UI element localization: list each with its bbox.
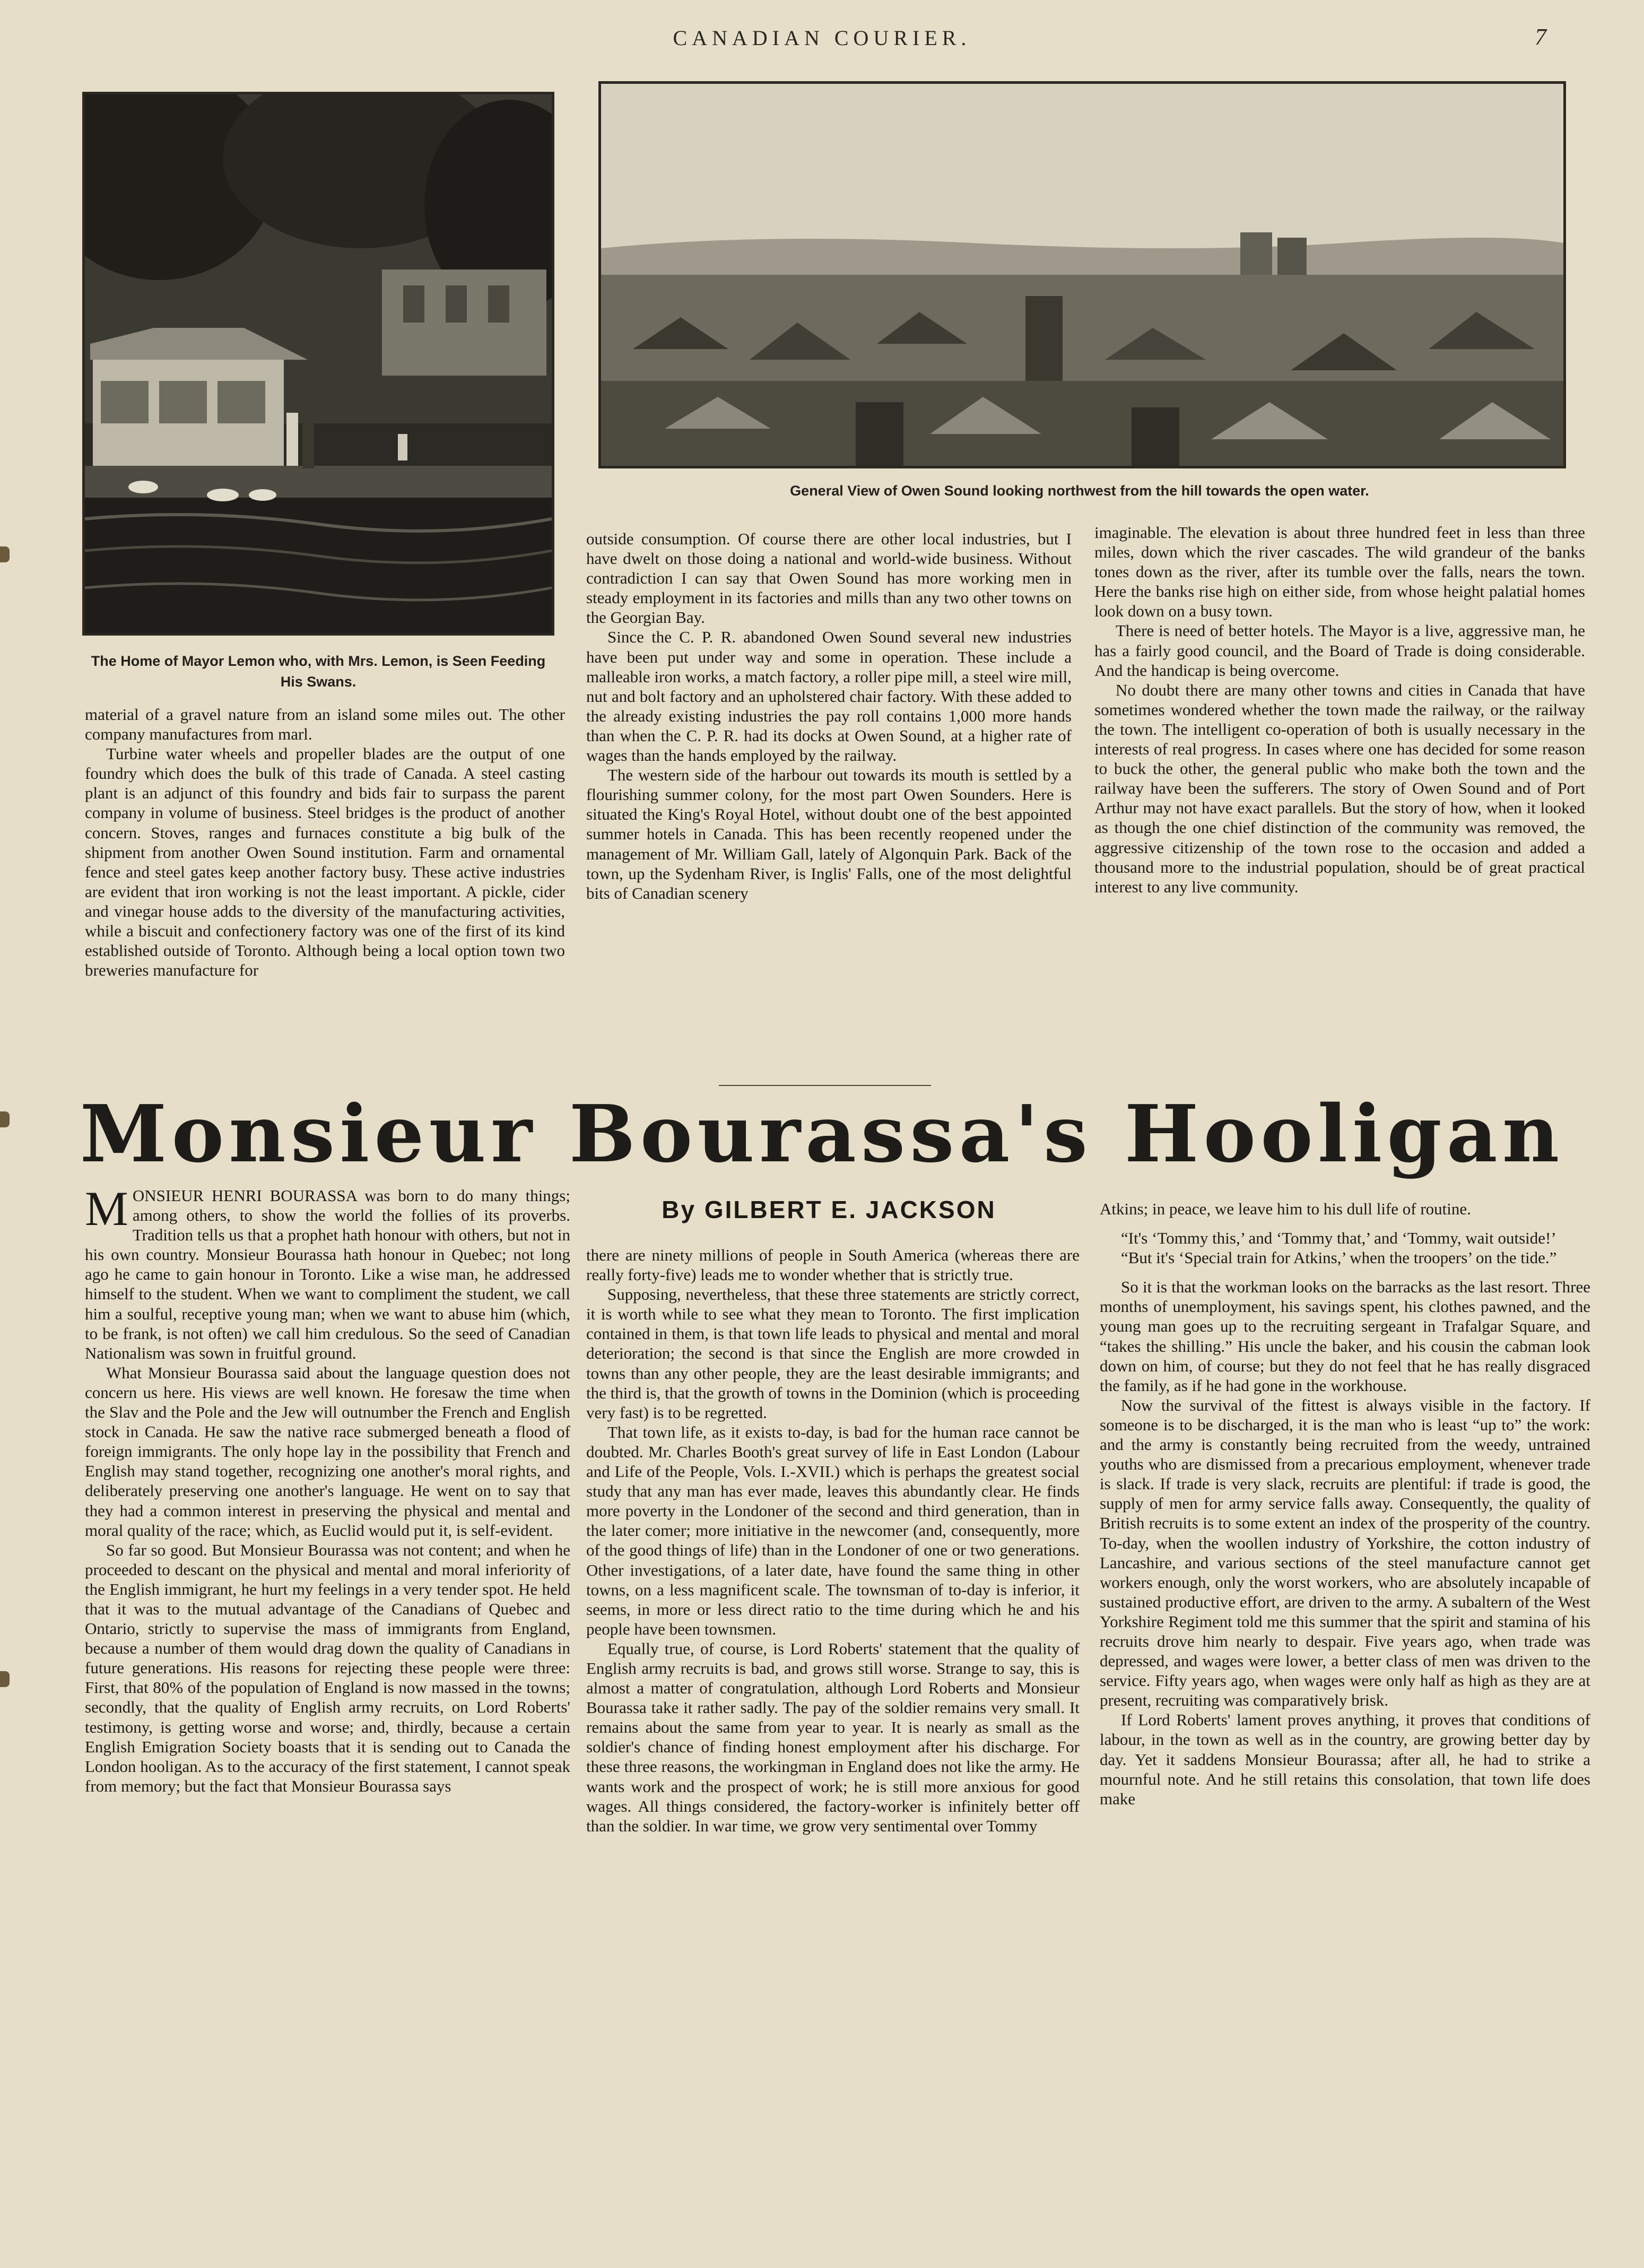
article-title: Monsieur Bourassa's Hooligan [80, 1088, 1564, 1180]
owen-sound-view-photo [598, 81, 1566, 468]
paragraph: Atkins; in peace, we leave him to his dull life of routine. [1100, 1200, 1471, 1218]
paragraph: So it is that the workman looks on the barracks as the last resort. Three months of unemployment, his savings spent, his clothes pawned, and the young man goes up to the recruiting sergeant in Trafalgar Square, and “takes the shilling.” His uncle the baker, and his cousin the cabman look down on him, of course; but they do not feel that he has really disgraced the family, as if he had gone in the workhouse. [1100, 1278, 1590, 1395]
owen-sound-column-2 [586, 529, 1072, 903]
paragraph: material of a gravel nature from an island some miles out. The other company manufactures from marl. [85, 705, 565, 744]
paragraph: No doubt there are many other towns and cities in Canada that have sometimes wondered whether the town made the railway, or the railway the town. The intelligent co-operation of both is usually necessary in the interests of real progress. In cases where one has decided for some reason to buck the other, the general public who make both the town and the railway have been the sufferers. The story of Owen Sound and of Port Arthur may not have exact parallels. But the story of how, when it looked as though the one chief distinction of the community was removed, the aggressive citizenship of the town rose to the occasion and added a thousand more to the industrial population, should be of great practical interest to any live community. [1094, 680, 1585, 896]
drop-cap: M [85, 1181, 128, 1236]
owen-sound-column-1 [85, 705, 565, 980]
paragraph: There is need of better hotels. The Mayor is a live, aggressive man, he has a fairly good council, and the Board of Trade is doing considerable. And the handicap is being overcome. [1094, 621, 1585, 680]
lead-paragraph: ONSIEUR HENRI BOURASSA was born to do many things; among others, to show the world the follies of its proverbs. Tradition tells us that a prophet hath honour with others, but not in his own country. Monsieur Bourassa hath honour in Quebec; not long ago he came to gain honour in Toronto. Like a wise man, he addressed himself to the student. When we want to compliment the student, we call him a soulful, receptive young man; when we want to abuse him (which, to be frank, is not often) we call him credulous. So the seed of Canadian Nationalism was sown in fruitful ground. [85, 1186, 570, 1362]
verse-line: “It's ‘Tommy this,’ and ‘Tommy that,’ and ‘Tommy, wait outside!’ [1121, 1229, 1556, 1248]
binding-mark [0, 1671, 10, 1687]
paragraph: That town life, as it exists to-day, is bad for the human race cannot be doubted. Mr. Charles Booth's great survey of life in East London (Labour and Life of the People, Vols. I.-XVII.) which is perhaps the greatest social study that any man has ever made, leaves this abundantly clear. He finds more poverty in the Londoner of the second and third generation, than in the later comer; more initiative in the newcomer (and, consequently, more of the good things of life) than in the Londoner of one or two generations. Other investigations, of a later date, have found the same thing in other towns, on a less magnificent scale. The townsman of to-day is inferior, it seems, in more or less direct ratio to the time during which he and his people have been townsmen. [586, 1422, 1080, 1638]
paragraph: What Monsieur Bourassa said about the language question does not concern us here. His views are well known. He foresaw the time when the Slav and the Pole and the Jew will outnumber the French and English stock in Canada. He saw the native race submerged beneath a flood of foreign immigrants. The only hope lay in the possibility that French and English may stand together, recognizing one another's moral rights, and deliberately preserving one another's language. He went on to say that they had a common interest in preserving the physical and mental and moral quality of the race; which, as Euclid would put it, is self-evident. [85, 1363, 570, 1540]
byline: By GILBERT E. JACKSON [662, 1196, 996, 1223]
verse-line: “But it's ‘Special train for Atkins,’ when the troopers’ on the tide.” [1121, 1248, 1557, 1267]
paragraph: So far so good. But Monsieur Bourassa was not content; and when he proceeded to descant on the physical and mental and moral inferiority of the English immigrant, he hurt my feelings in a very tender spot. He held that it was to the mutual advantage of the Canadians of Quebec and Ontario, strictly to supervise the mass of immigrants from England, because a number of them would drag down the quality of Canadians in future generations. His reasons for rejecting these people were three: First, that 80% of the population of England is now massed in the towns; secondly, that the quality of English army recruits, on Lord Roberts' testimony, is getting worse and worse; and, thirdly, because a certain English Emigration Society boasts that it is sending out to Canada the London hooligan. As to the accuracy of the first statement, I cannot speak from memory; but the fact that Monsieur Bourassa says [85, 1540, 570, 1795]
paragraph: If Lord Roberts' lament proves anything, it proves that conditions of labour, in the town as well as in the country, are growing better day by day. Yet it saddens Monsieur Bourassa; after all, he had to strike a mournful note. And he still retains this consolation, that town life does make [1100, 1710, 1590, 1808]
right-photo-caption: General View of Owen Sound looking northwest from the hill towards the open water. [790, 483, 1369, 499]
running-head: CANADIAN COURIER. [673, 26, 971, 50]
paragraph: Since the C. P. R. abandoned Owen Sound several new industries have been put under way and some in operation. These include a malleable iron works, a match factory, a roller pipe mill, a steel wire mill, nut and bolt factory and an upholstered chair factory. With these added to the already existing industries the pay roll contains 1,000 more hands than when the C. P. R. had its docks at Owen Sound, at a higher rate of wages than the hands employed by the railway. [586, 628, 1072, 765]
article-column-1 [85, 1181, 570, 1796]
mayor-home-photo [82, 92, 554, 636]
article-column-2 [586, 1245, 1080, 1836]
binding-mark [0, 546, 10, 562]
paragraph: Now the survival of the fittest is always visible in the factory. If someone is to be discharged, it is the man who is least “up to” the work: and the army is constantly being recruited from the weedy, untrained youths who are dismissed from a precarious employment, whenever trade is slack. If trade is very slack, recruits are plentiful: if trade is good, the supply of men for army service falls away. Consequently, the quality of British recruits is to some extent an index of the prosperity of the country. To-day, when the woollen industry of Yorkshire, the cotton industry of Lancashire, and various sections of the steel manufacture cannot get workers enough, only the worst workers, who are absolutely incapable of sustained productive effort, are driven to the army. A subaltern of the West Yorkshire Regiment told me this summer that the spirit and stamina of his recruits drove him nearly to despair. Five years ago, when trade was depressed, and wages were lower, a better class of men was driven to the service. Fifty years ago, when wages were only half as high as they are at present, recruiting was comparatively brisk. [1100, 1395, 1590, 1710]
paragraph: Turbine water wheels and propeller blades are the output of one foundry which does the bulk of this trade of Canada. A steel casting plant is an adjunct of this foundry and bids fair to surpass the parent company in volume of business. Steel bridges is the product of another concern. Stoves, ranges and furnaces constitute a big bulk of the shipment from another Owen Sound institution. Farm and ornamental fence and steel gates keep another factory busy. These active industries are evident that iron working is not the least important. A pickle, cider and vinegar house adds to the diversity of the manufacturing activities, while a biscuit and confectionery factory was one of the first of its kind established outside of Toronto. Although being a local option town two breweries manufacture for [85, 744, 565, 980]
owen-sound-column-3 [1094, 523, 1585, 897]
left-photo-caption: The Home of Mayor Lemon who, with Mrs. Lemon, is Seen Feeding His Swans. [91, 653, 546, 690]
page-number: 7 [1535, 24, 1546, 50]
section-divider [719, 1085, 931, 1086]
article-column-3 [1100, 1199, 1590, 1809]
paragraph: imaginable. The elevation is about three hundred feet in less than three miles, down which the river cascades. The wild grandeur of the banks tones down as the river, after its tumble over the falls, nears the town. Here the banks rise high on either side, from whose height palatial homes look down on a busy town. [1094, 523, 1585, 621]
paragraph: Supposing, nevertheless, that these three statements are strictly correct, it is worth while to see what they mean to Toronto. The first implication contained in them, is that town life leads to physical and mental and moral deterioration; the second is that since the English are more crowded in towns than any other people, they are the least desirable immigrants; and the third is, that the growth of towns in the Dominion (which is proceeding very fast) is to be regretted. [586, 1285, 1080, 1422]
paragraph: outside consumption. Of course there are other local industries, but I have dwelt on those doing a national and world-wide business. Without contradiction I can say that Owen Sound has more working men in steady employment in its factories and mills than any two other towns on the Georgian Bay. [586, 529, 1072, 627]
paragraph: Equally true, of course, is Lord Roberts' statement that the quality of English army recruits is bad, and grows still worse. Strange to say, this is almost a matter of congratulation, although Lord Roberts and Monsieur Bourassa take it rather sadly. The pay of the soldier remains very small. It remains about the same from year to year. It is nearly as small as the soldier's chance of finding honest employment after his discharge. For these three reasons, the workingman in England does not like the army. He wants work and the prospect of work; he is still more anxious for good wages. All things considered, the factory-worker is infinitely better off than the soldier. In war time, we grow very sentimental over Tommy [586, 1639, 1080, 1835]
paragraph: The western side of the harbour out towards its mouth is settled by a flourishing summer colony, for the most part Owen Sounders. Here is situated the King's Royal Hotel, without doubt one of the best appointed summer hotels in Canada. This has been recently reopened under the management of Mr. William Gall, lately of Algonquin Park. Back of the town, up the Sydenham River, is Inglis' Falls, one of the most delightful bits of Canadian scenery [586, 766, 1072, 902]
paragraph: there are ninety millions of people in South America (whereas there are really forty-five) leads me to wonder whether that is strictly true. [586, 1246, 1080, 1284]
